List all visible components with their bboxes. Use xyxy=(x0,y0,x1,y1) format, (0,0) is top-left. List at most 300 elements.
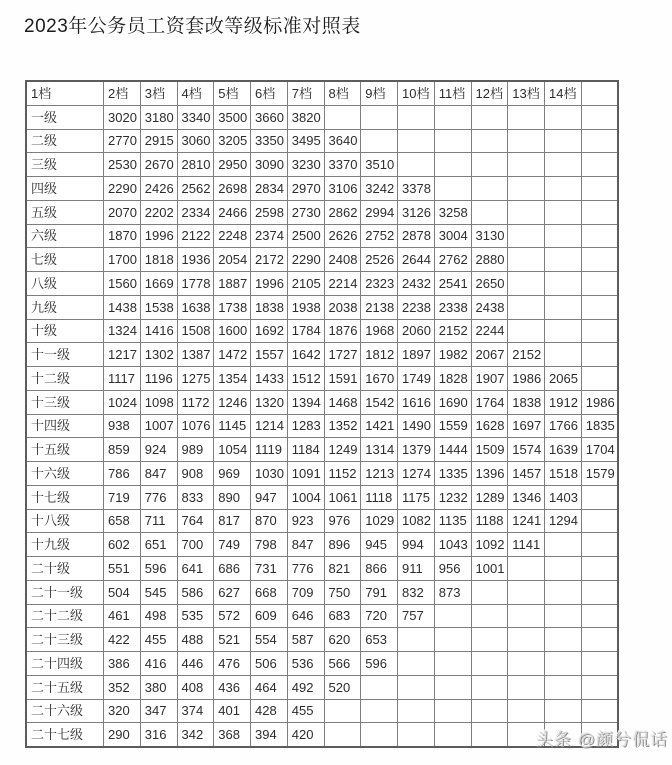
salary-cell: 2138 xyxy=(361,295,398,319)
salary-cell: 1638 xyxy=(177,295,214,319)
salary-cell: 2562 xyxy=(177,177,214,201)
salary-cell xyxy=(398,105,435,129)
salary-cell xyxy=(361,675,398,699)
salary-cell: 1352 xyxy=(324,414,361,438)
salary-cell: 2950 xyxy=(214,153,251,177)
row-label: 十七级 xyxy=(26,485,104,509)
salary-cell: 3126 xyxy=(398,200,435,224)
salary-cell xyxy=(581,367,618,391)
salary-cell: 586 xyxy=(177,580,214,604)
salary-cell: 3205 xyxy=(214,129,251,153)
salary-cell xyxy=(581,129,618,153)
salary-cell: 352 xyxy=(104,675,141,699)
salary-cell xyxy=(434,699,471,723)
salary-cell: 847 xyxy=(287,533,324,557)
column-header: 3档 xyxy=(140,81,177,105)
table-row xyxy=(26,129,618,153)
salary-cell xyxy=(398,699,435,723)
salary-cell xyxy=(434,675,471,699)
salary-cell: 2500 xyxy=(287,224,324,248)
salary-cell: 2038 xyxy=(324,295,361,319)
salary-cell: 551 xyxy=(104,557,141,581)
table-row xyxy=(26,177,618,201)
salary-cell xyxy=(508,224,545,248)
table-row xyxy=(26,675,618,699)
salary-cell: 401 xyxy=(214,699,251,723)
salary-cell: 1838 xyxy=(508,390,545,414)
salary-cell: 2698 xyxy=(214,177,251,201)
row-label: 十六级 xyxy=(26,462,104,486)
watermark-text: 头条 @颜兮侃话 xyxy=(536,730,668,749)
row-label: 十五级 xyxy=(26,438,104,462)
salary-cell xyxy=(581,533,618,557)
table-row xyxy=(26,367,618,391)
table-row xyxy=(26,200,618,224)
row-label: 三级 xyxy=(26,153,104,177)
row-label: 四级 xyxy=(26,177,104,201)
salary-cell: 3020 xyxy=(104,105,141,129)
salary-cell xyxy=(545,200,582,224)
salary-cell: 947 xyxy=(251,485,288,509)
table-row xyxy=(26,485,618,509)
salary-cell: 1639 xyxy=(545,438,582,462)
salary-cell: 1346 xyxy=(508,485,545,509)
salary-cell: 720 xyxy=(361,604,398,628)
salary-cell xyxy=(324,699,361,723)
row-label: 十一级 xyxy=(26,343,104,367)
row-label: 二十二级 xyxy=(26,604,104,628)
salary-cell xyxy=(434,153,471,177)
salary-cell xyxy=(398,675,435,699)
salary-cell: 536 xyxy=(287,652,324,676)
salary-cell: 1324 xyxy=(104,319,141,343)
page-title: 2023年公务员工资套改等级标准对照表 xyxy=(24,16,361,37)
salary-cell: 1472 xyxy=(214,343,251,367)
salary-cell: 2152 xyxy=(508,343,545,367)
salary-cell: 368 xyxy=(214,723,251,747)
salary-cell: 764 xyxy=(177,509,214,533)
salary-cell: 587 xyxy=(287,628,324,652)
salary-cell: 1246 xyxy=(214,390,251,414)
salary-cell xyxy=(508,153,545,177)
salary-cell: 653 xyxy=(361,628,398,652)
salary-cell: 3106 xyxy=(324,177,361,201)
salary-cell: 1217 xyxy=(104,343,141,367)
salary-cell: 832 xyxy=(398,580,435,604)
salary-cell: 2334 xyxy=(177,200,214,224)
salary-cell: 3378 xyxy=(398,177,435,201)
salary-cell xyxy=(471,699,508,723)
table-row xyxy=(26,105,618,129)
salary-cell xyxy=(581,628,618,652)
row-label: 一级 xyxy=(26,105,104,129)
salary-cell xyxy=(508,105,545,129)
salary-cell xyxy=(471,129,508,153)
salary-cell: 1727 xyxy=(324,343,361,367)
salary-cell: 1394 xyxy=(287,390,324,414)
salary-cell: 596 xyxy=(140,557,177,581)
salary-cell: 3242 xyxy=(361,177,398,201)
salary-cell: 1416 xyxy=(140,319,177,343)
salary-cell: 1396 xyxy=(471,462,508,486)
salary-cell: 596 xyxy=(361,652,398,676)
salary-cell xyxy=(508,580,545,604)
salary-cell xyxy=(581,319,618,343)
column-header: 7档 xyxy=(287,81,324,105)
salary-cell: 3004 xyxy=(434,224,471,248)
salary-cell: 847 xyxy=(140,462,177,486)
salary-cell: 2834 xyxy=(251,177,288,201)
salary-cell: 320 xyxy=(104,699,141,723)
salary-cell: 422 xyxy=(104,628,141,652)
salary-cell: 1508 xyxy=(177,319,214,343)
salary-cell: 2994 xyxy=(361,200,398,224)
salary-cell: 700 xyxy=(177,533,214,557)
salary-cell xyxy=(581,509,618,533)
salary-cell: 1512 xyxy=(287,367,324,391)
salary-cell xyxy=(581,200,618,224)
salary-cell: 3230 xyxy=(287,153,324,177)
table-row xyxy=(26,699,618,723)
salary-cell: 545 xyxy=(140,580,177,604)
salary-cell: 1704 xyxy=(581,438,618,462)
salary-cell xyxy=(545,248,582,272)
column-header: 2档 xyxy=(104,81,141,105)
salary-cell: 1184 xyxy=(287,438,324,462)
salary-cell: 1082 xyxy=(398,509,435,533)
column-header: 11档 xyxy=(434,81,471,105)
column-header: 1档 xyxy=(26,81,104,105)
row-label: 二十七级 xyxy=(26,723,104,747)
salary-cell: 1468 xyxy=(324,390,361,414)
salary-cell xyxy=(324,723,361,747)
salary-cell xyxy=(545,675,582,699)
table-row xyxy=(26,652,618,676)
salary-cell: 2810 xyxy=(177,153,214,177)
salary-cell: 1764 xyxy=(471,390,508,414)
salary-cell xyxy=(545,604,582,628)
salary-cell: 2880 xyxy=(471,248,508,272)
salary-cell: 455 xyxy=(140,628,177,652)
salary-cell: 1938 xyxy=(287,295,324,319)
salary-cell: 1061 xyxy=(324,485,361,509)
salary-cell: 1152 xyxy=(324,462,361,486)
salary-cell xyxy=(545,699,582,723)
table-row xyxy=(26,319,618,343)
salary-cell: 1542 xyxy=(361,390,398,414)
table-row xyxy=(26,580,618,604)
salary-cell: 711 xyxy=(140,509,177,533)
salary-cell xyxy=(545,177,582,201)
salary-cell xyxy=(581,248,618,272)
salary-cell: 1907 xyxy=(471,367,508,391)
salary-cell: 749 xyxy=(214,533,251,557)
salary-cell: 1828 xyxy=(434,367,471,391)
salary-cell: 1557 xyxy=(251,343,288,367)
salary-cell: 994 xyxy=(398,533,435,557)
salary-cell xyxy=(508,604,545,628)
salary-cell: 374 xyxy=(177,699,214,723)
salary-cell: 1818 xyxy=(140,248,177,272)
salary-cell: 2644 xyxy=(398,248,435,272)
salary-cell: 416 xyxy=(140,652,177,676)
salary-cell: 1690 xyxy=(434,390,471,414)
column-header: 5档 xyxy=(214,81,251,105)
salary-cell: 1117 xyxy=(104,367,141,391)
salary-cell: 498 xyxy=(140,604,177,628)
salary-cell xyxy=(398,723,435,747)
salary-cell xyxy=(581,604,618,628)
salary-cell: 2202 xyxy=(140,200,177,224)
table-row xyxy=(26,272,618,296)
salary-cell: 3640 xyxy=(324,129,361,153)
salary-cell: 535 xyxy=(177,604,214,628)
salary-cell: 1444 xyxy=(434,438,471,462)
salary-cell: 1982 xyxy=(434,343,471,367)
salary-cell: 3370 xyxy=(324,153,361,177)
salary-cell: 1697 xyxy=(508,414,545,438)
salary-cell: 709 xyxy=(287,580,324,604)
salary-cell xyxy=(581,272,618,296)
salary-cell: 394 xyxy=(251,723,288,747)
salary-cell: 420 xyxy=(287,723,324,747)
salary-cell xyxy=(471,580,508,604)
salary-cell xyxy=(581,675,618,699)
salary-cell xyxy=(508,652,545,676)
salary-cell: 3258 xyxy=(434,200,471,224)
salary-cell: 1196 xyxy=(140,367,177,391)
salary-cell: 2060 xyxy=(398,319,435,343)
salary-cell xyxy=(471,177,508,201)
salary-cell: 1379 xyxy=(398,438,435,462)
salary-cell: 2878 xyxy=(398,224,435,248)
salary-cell: 890 xyxy=(214,485,251,509)
salary-cell xyxy=(398,153,435,177)
salary-cell: 1001 xyxy=(471,557,508,581)
salary-cell xyxy=(545,153,582,177)
salary-cell: 798 xyxy=(251,533,288,557)
salary-cell: 492 xyxy=(287,675,324,699)
salary-cell: 2432 xyxy=(398,272,435,296)
salary-cell: 1043 xyxy=(434,533,471,557)
salary-cell: 1579 xyxy=(581,462,618,486)
salary-cell xyxy=(434,604,471,628)
salary-cell xyxy=(471,675,508,699)
column-header: 10档 xyxy=(398,81,435,105)
salary-cell: 1029 xyxy=(361,509,398,533)
salary-cell: 1091 xyxy=(287,462,324,486)
salary-cell: 1302 xyxy=(140,343,177,367)
salary-cell: 1897 xyxy=(398,343,435,367)
salary-cell xyxy=(471,604,508,628)
salary-cell: 2244 xyxy=(471,319,508,343)
row-label: 二级 xyxy=(26,129,104,153)
table-row xyxy=(26,723,618,747)
salary-cell: 3130 xyxy=(471,224,508,248)
salary-cell: 2067 xyxy=(471,343,508,367)
salary-cell: 2290 xyxy=(287,248,324,272)
salary-cell: 945 xyxy=(361,533,398,557)
salary-cell: 1838 xyxy=(251,295,288,319)
table-row xyxy=(26,557,618,581)
salary-cell: 989 xyxy=(177,438,214,462)
salary-cell: 1591 xyxy=(324,367,361,391)
salary-cell: 731 xyxy=(251,557,288,581)
salary-cell: 3495 xyxy=(287,129,324,153)
salary-cell xyxy=(434,177,471,201)
salary-cell xyxy=(361,699,398,723)
salary-cell: 1433 xyxy=(251,367,288,391)
salary-cell: 2065 xyxy=(545,367,582,391)
salary-cell xyxy=(471,153,508,177)
salary-cell: 2438 xyxy=(471,295,508,319)
salary-cell xyxy=(471,628,508,652)
table-row xyxy=(26,343,618,367)
salary-cell: 1457 xyxy=(508,462,545,486)
row-label: 十八级 xyxy=(26,509,104,533)
salary-cell: 757 xyxy=(398,604,435,628)
salary-cell: 572 xyxy=(214,604,251,628)
salary-cell: 1812 xyxy=(361,343,398,367)
salary-cell: 1574 xyxy=(508,438,545,462)
salary-cell xyxy=(471,105,508,129)
salary-cell: 2730 xyxy=(287,200,324,224)
salary-cell: 1320 xyxy=(251,390,288,414)
salary-cell: 2530 xyxy=(104,153,141,177)
row-label: 八级 xyxy=(26,272,104,296)
salary-cell: 686 xyxy=(214,557,251,581)
salary-cell: 2770 xyxy=(104,129,141,153)
salary-cell: 506 xyxy=(251,652,288,676)
salary-cell: 316 xyxy=(140,723,177,747)
salary-cell: 3340 xyxy=(177,105,214,129)
salary-cell: 2650 xyxy=(471,272,508,296)
table-row xyxy=(26,628,618,652)
salary-cell: 911 xyxy=(398,557,435,581)
salary-cell xyxy=(508,129,545,153)
salary-grade-table xyxy=(25,80,619,748)
salary-cell: 786 xyxy=(104,462,141,486)
salary-cell: 1616 xyxy=(398,390,435,414)
row-label: 十级 xyxy=(26,319,104,343)
salary-cell: 488 xyxy=(177,628,214,652)
table-row xyxy=(26,533,618,557)
salary-cell: 1118 xyxy=(361,485,398,509)
salary-cell: 2070 xyxy=(104,200,141,224)
salary-cell: 3350 xyxy=(251,129,288,153)
salary-cell: 1354 xyxy=(214,367,251,391)
salary-cell xyxy=(324,105,361,129)
salary-cell xyxy=(508,699,545,723)
column-header: 6档 xyxy=(251,81,288,105)
salary-cell xyxy=(545,557,582,581)
row-label: 九级 xyxy=(26,295,104,319)
salary-cell: 3060 xyxy=(177,129,214,153)
row-label: 十九级 xyxy=(26,533,104,557)
salary-cell xyxy=(545,343,582,367)
salary-cell: 1335 xyxy=(434,462,471,486)
salary-cell: 1876 xyxy=(324,319,361,343)
row-label: 二十五级 xyxy=(26,675,104,699)
salary-cell xyxy=(545,628,582,652)
salary-cell: 1024 xyxy=(104,390,141,414)
salary-cell: 870 xyxy=(251,509,288,533)
salary-cell: 602 xyxy=(104,533,141,557)
salary-cell xyxy=(508,272,545,296)
salary-cell: 3660 xyxy=(251,105,288,129)
salary-cell: 1490 xyxy=(398,414,435,438)
salary-cell xyxy=(581,557,618,581)
salary-cell: 627 xyxy=(214,580,251,604)
salary-cell: 2152 xyxy=(434,319,471,343)
salary-cell: 2670 xyxy=(140,153,177,177)
salary-cell: 1289 xyxy=(471,485,508,509)
salary-cell: 1314 xyxy=(361,438,398,462)
salary-cell: 817 xyxy=(214,509,251,533)
column-header: 12档 xyxy=(471,81,508,105)
salary-cell: 1560 xyxy=(104,272,141,296)
salary-cell: 3180 xyxy=(140,105,177,129)
salary-cell: 2122 xyxy=(177,224,214,248)
salary-cell xyxy=(508,177,545,201)
salary-cell xyxy=(471,652,508,676)
salary-cell: 1936 xyxy=(177,248,214,272)
salary-cell xyxy=(434,628,471,652)
salary-cell: 521 xyxy=(214,628,251,652)
salary-cell: 1642 xyxy=(287,343,324,367)
column-header: 4档 xyxy=(177,81,214,105)
table-row xyxy=(26,414,618,438)
salary-cell xyxy=(581,343,618,367)
salary-cell xyxy=(361,129,398,153)
salary-cell: 455 xyxy=(287,699,324,723)
salary-cell: 2915 xyxy=(140,129,177,153)
salary-cell xyxy=(545,295,582,319)
salary-cell: 2338 xyxy=(434,295,471,319)
salary-cell xyxy=(581,105,618,129)
salary-cell: 554 xyxy=(251,628,288,652)
salary-cell: 924 xyxy=(140,438,177,462)
salary-cell xyxy=(545,580,582,604)
salary-cell: 1403 xyxy=(545,485,582,509)
salary-cell: 1188 xyxy=(471,509,508,533)
salary-cell: 1076 xyxy=(177,414,214,438)
salary-cell: 408 xyxy=(177,675,214,699)
salary-cell: 776 xyxy=(287,557,324,581)
row-label: 二十四级 xyxy=(26,652,104,676)
salary-cell xyxy=(398,129,435,153)
salary-cell: 436 xyxy=(214,675,251,699)
row-label: 十三级 xyxy=(26,390,104,414)
salary-cell: 641 xyxy=(177,557,214,581)
salary-cell: 380 xyxy=(140,675,177,699)
salary-cell: 1700 xyxy=(104,248,141,272)
salary-cell: 2105 xyxy=(287,272,324,296)
salary-cell: 464 xyxy=(251,675,288,699)
salary-cell xyxy=(581,177,618,201)
salary-cell: 1283 xyxy=(287,414,324,438)
salary-cell: 1213 xyxy=(361,462,398,486)
salary-cell: 2238 xyxy=(398,295,435,319)
salary-cell: 1996 xyxy=(140,224,177,248)
salary-cell: 1778 xyxy=(177,272,214,296)
salary-cell: 776 xyxy=(140,485,177,509)
salary-cell: 1968 xyxy=(361,319,398,343)
salary-cell: 3510 xyxy=(361,153,398,177)
salary-cell xyxy=(508,248,545,272)
row-label: 二十三级 xyxy=(26,628,104,652)
salary-cell: 2541 xyxy=(434,272,471,296)
